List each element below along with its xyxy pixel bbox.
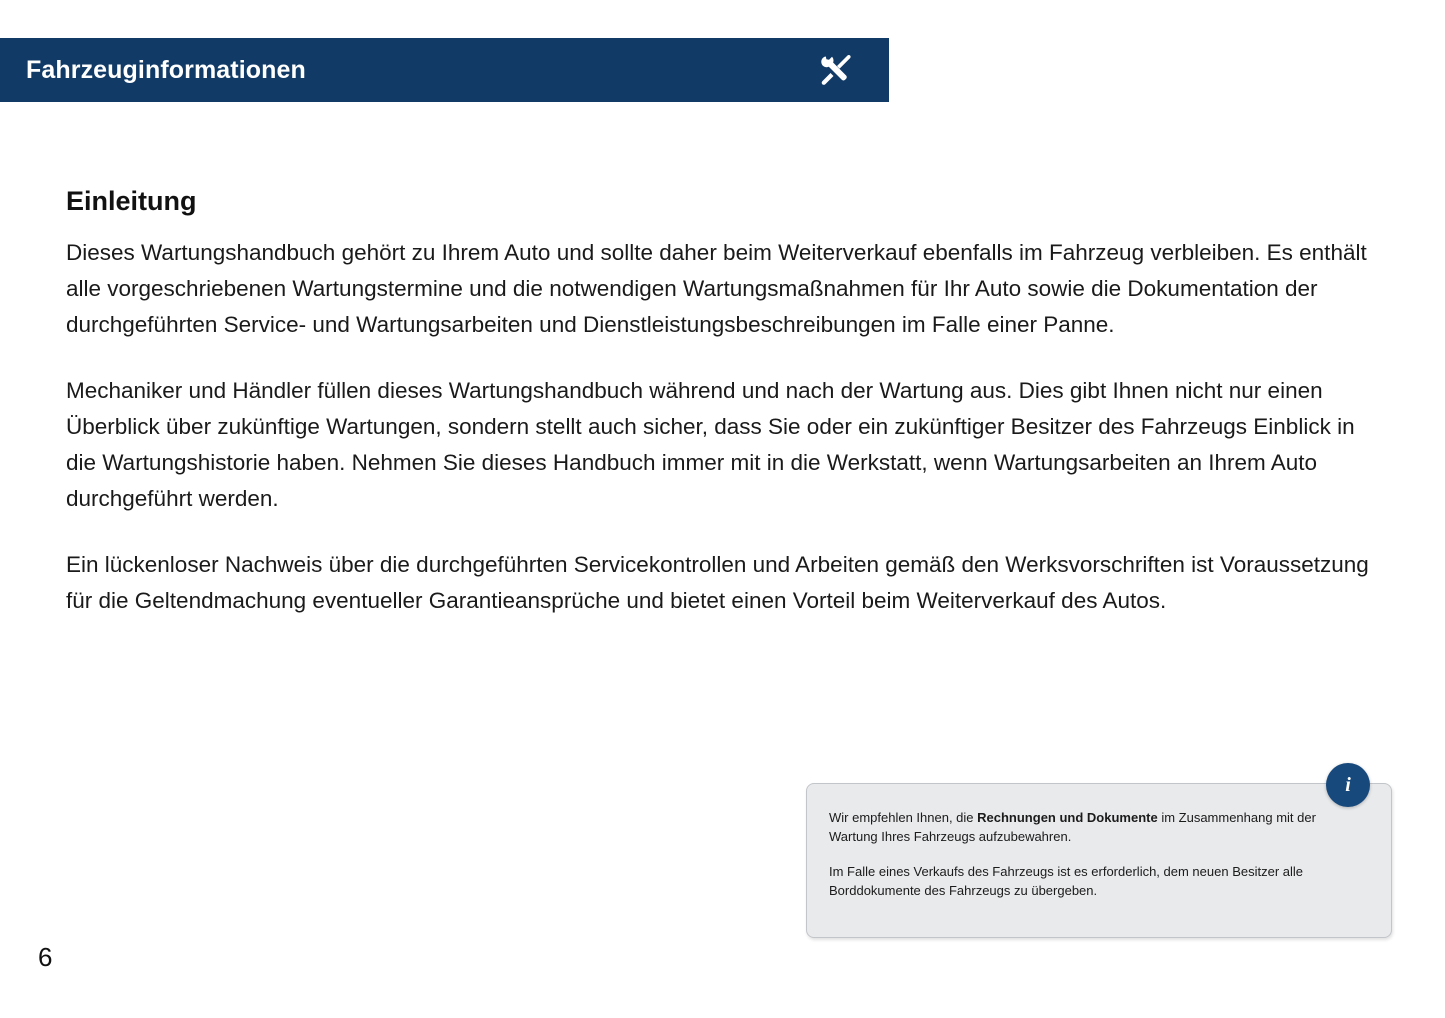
info-icon: i <box>1326 763 1370 807</box>
tools-icon <box>813 47 859 93</box>
info-note <box>806 763 1392 938</box>
intro-paragraph-3: Ein lückenloser Nachweis über die durchgeführten Servicekontrollen und Arbeiten gemäß den Werksvorschriften ist Voraussetzung für die Geltendmachung eventueller Garantieansprüche und bietet einen Vorteil beim Weiterverkauf des Autos. <box>66 552 1369 613</box>
info-note-line-1-bold: Rechnungen und Dokumente <box>977 810 1158 825</box>
main-content <box>66 186 1386 619</box>
page-title: Fahrzeuginformationen <box>26 55 306 84</box>
info-note-line-1 <box>829 808 1361 846</box>
page-header <box>0 38 889 102</box>
intro-paragraph-2: Mechaniker und Händler füllen dieses Wartungshandbuch während und nach der Wartung aus. Dies gibt Ihnen nicht nur einen Überblick über zukünftige Wartungen, sondern stellt auch sicher, dass Sie oder ein zukünftiger Besitzer des Fahrzeugs Einblick in die Wartungshistorie haben. Nehmen Sie dieses Handbuch immer mit in die Werkstatt, wenn Wartungsarbeiten an Ihrem Auto durchgeführt werden. <box>66 378 1355 511</box>
info-note-box <box>806 783 1392 938</box>
info-note-line-2: Im Falle eines Verkaufs des Fahrzeugs ist es erforderlich, dem neuen Besitzer alle Borddokumente des Fahrzeugs zu übergeben. <box>829 864 1304 898</box>
info-note-line-1-after: im Zusammenhang mit der Wartung Ihres Fahrzeugs aufzubewahren. <box>829 810 1316 844</box>
page-number: 6 <box>38 942 53 972</box>
intro-paragraph-1: Dieses Wartungshandbuch gehört zu Ihrem Auto und sollte daher beim Weiterverkauf ebenfalls im Fahrzeug verbleiben. Es enthält alle vorgeschriebenen Wartungstermine und die notwendigen Wartungsmaßnahmen für Ihr Auto sowie die Dokumentation der durchgeführten Service- und Wartungsarbeiten und Dienstleistungsbeschreibungen im Falle einer Panne. <box>66 240 1367 337</box>
info-note-line-1-before: Wir empfehlen Ihnen, die <box>829 810 978 825</box>
section-heading: Einleitung <box>66 186 197 216</box>
